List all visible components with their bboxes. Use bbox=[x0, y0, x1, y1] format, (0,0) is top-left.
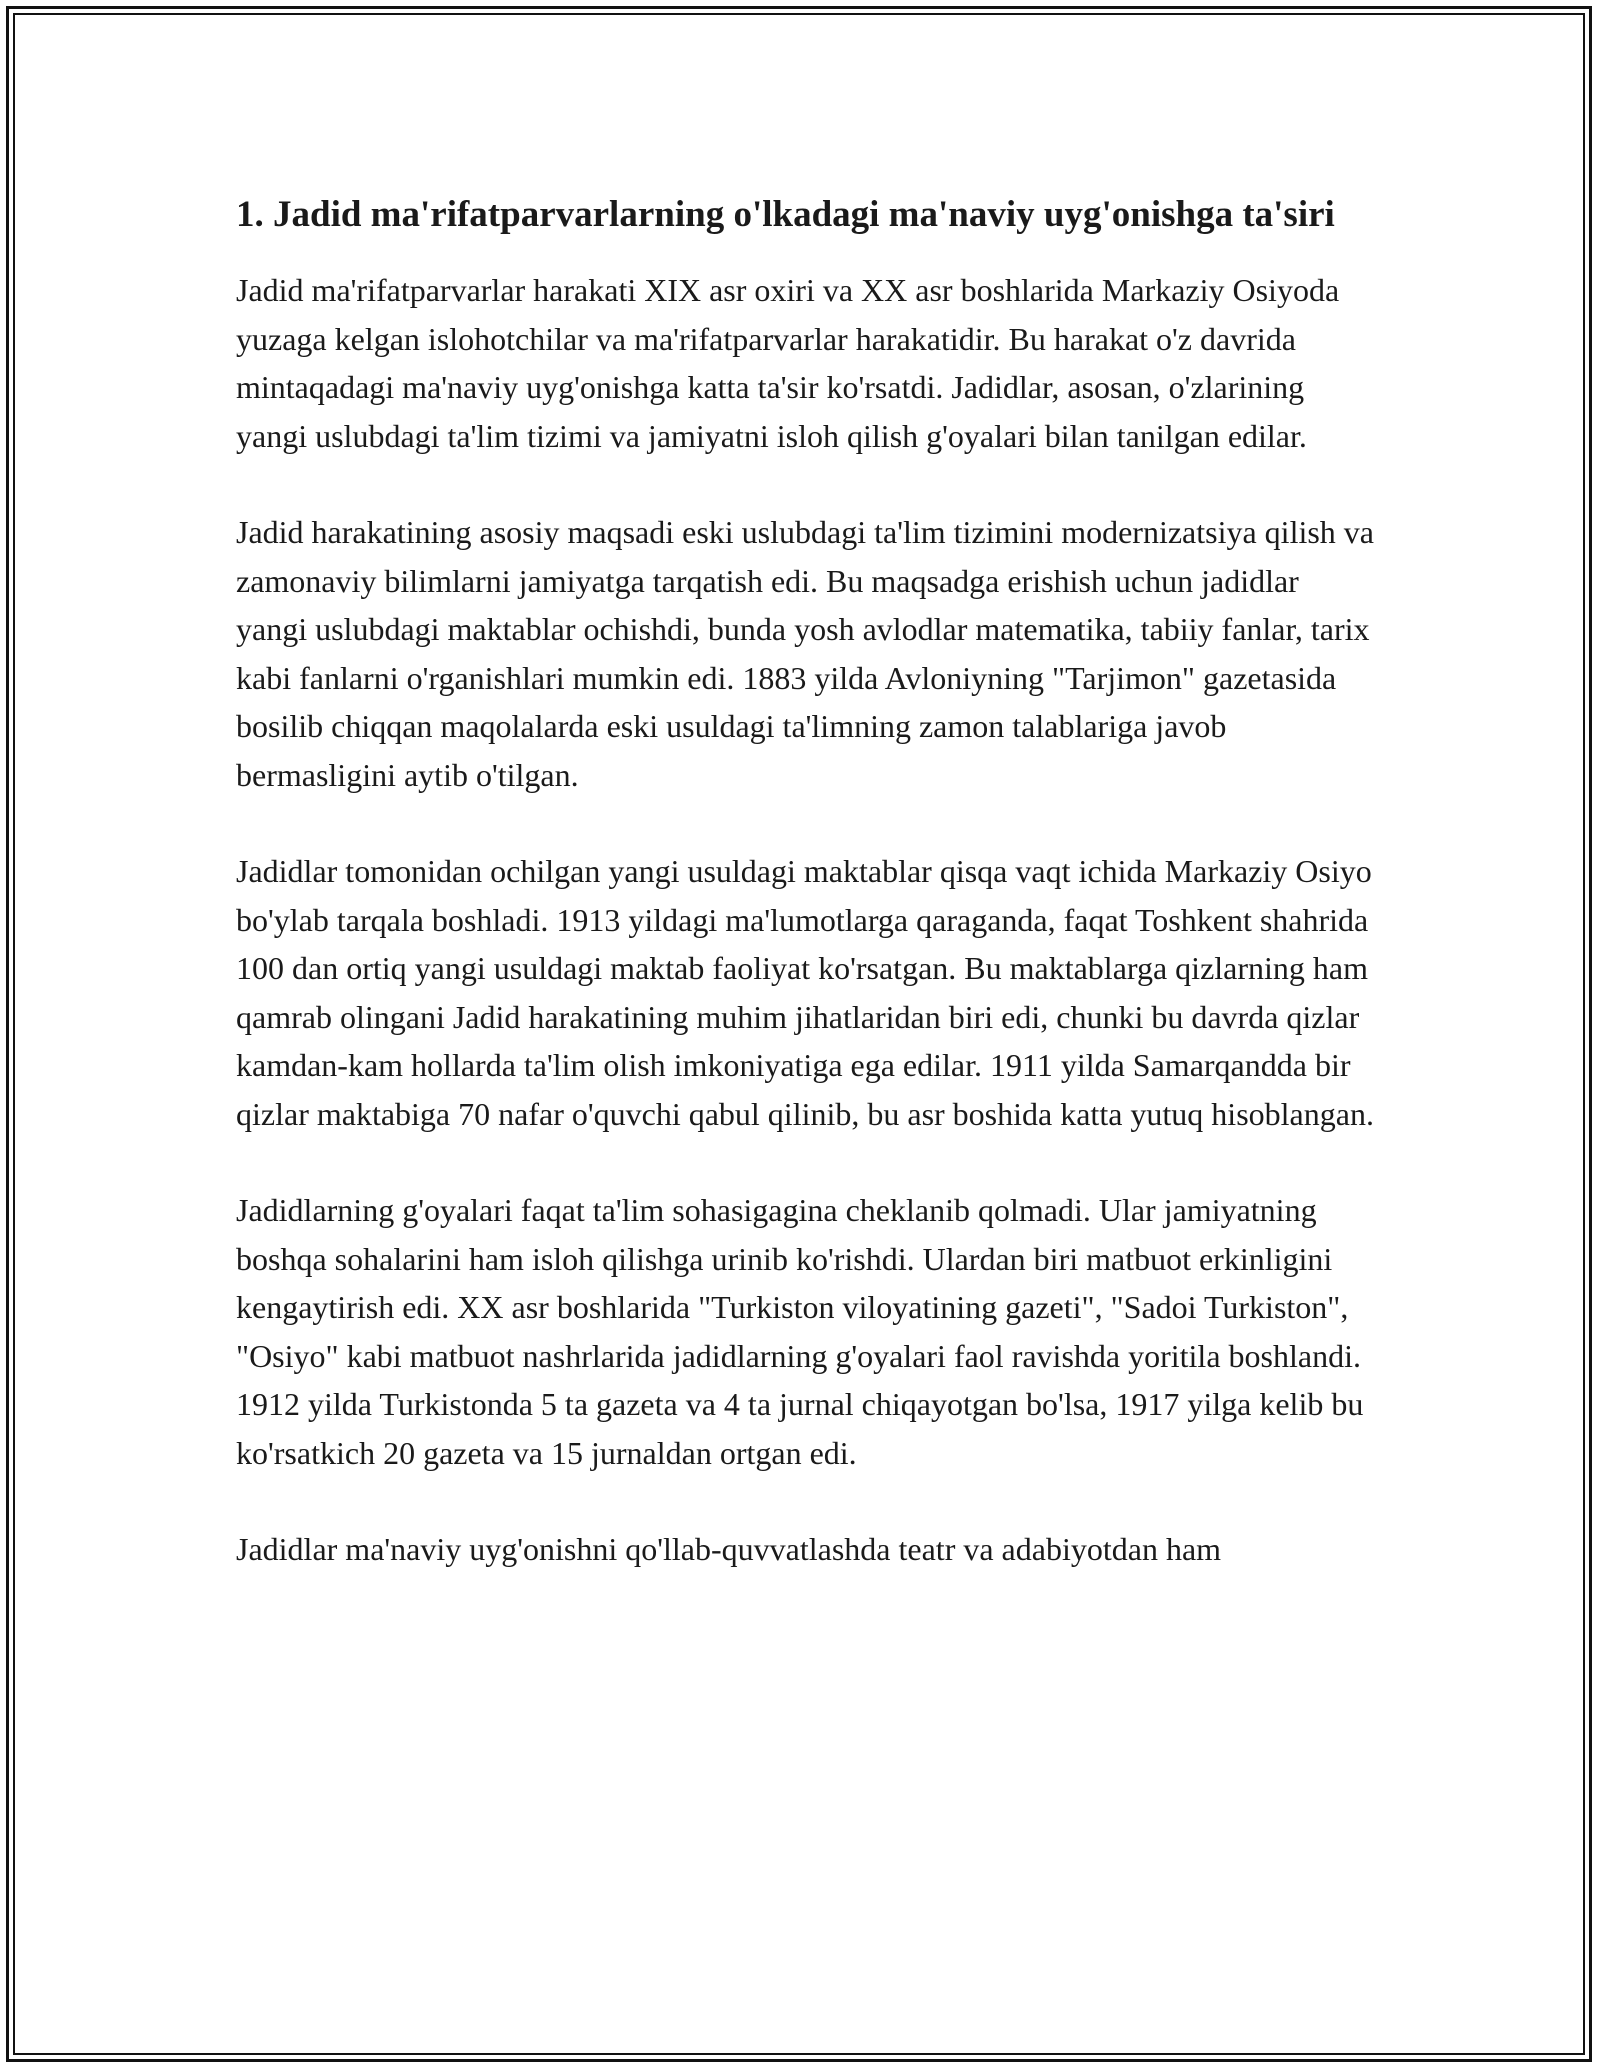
document-body bbox=[236, 188, 1376, 1622]
section-heading: 1. Jadid ma'rifatparvarlarning o'lkadagi ma'naviy uyg'onishga ta'siri bbox=[236, 194, 1335, 235]
paragraph-3: Jadidlar tomonidan ochilgan yangi usuldagi maktablar qisqa vaqt ichida Markaziy Osiyo bo'ylab tarqala boshladi. 1913 yildagi ma'lumotlarga qaraganda, faqat Toshkent shahrida 100 dan ortiq yangi usuldagi maktab faoliyat ko'rsatgan. Bu maktablarga qizlarning ham qamrab olingani Jadid harakatining muhim jihatlaridan biri edi, chunki bu davrda qizlar kamdan-kam hollarda ta'lim olish imkoniyatiga ega edilar. 1911 yilda Samarqandda bir qizlar maktabiga 70 nafar o'quvchi qabul qilinib, bu asr boshida katta yutuq hisoblangan. bbox=[236, 853, 1374, 1132]
paragraph-5: Jadidlar ma'naviy uyg'onishni qo'llab-quvvatlashda teatr va adabiyotdan ham bbox=[236, 1531, 1222, 1567]
paragraph-2: Jadid harakatining asosiy maqsadi eski uslubdagi ta'lim tizimini modernizatsiya qilish va zamonaviy bilimlarni jamiyatga tarqatish edi. Bu maqsadga erishish uchun jadidlar yangi uslubdagi maktablar ochishdi, bunda yosh avlodlar matematika, tabiiy fanlar, tarix kabi fanlarni o'rganishlari mumkin edi. 1883 yilda Avloniyning "Tarjimon" gazetasida bosilib chiqqan maqolalarda eski usuldagi ta'limning zamon talablariga javob bermasligini aytib o'tilgan. bbox=[236, 514, 1374, 793]
paragraph-4: Jadidlarning g'oyalari faqat ta'lim sohasigagina cheklanib qolmadi. Ular jamiyatning boshqa sohalarini ham isloh qilishga urinib ko'rishdi. Ulardan biri matbuot erkinligini kengaytirish edi. XX asr boshlarida "Turkiston viloyatining gazeti", "Sadoi Turkiston", "Osiyo" kabi matbuot nashrlarida jadidlarning g'oyalari faol ravishda yoritila boshlandi. 1912 yilda Turkistonda 5 ta gazeta va 4 ta jurnal chiqayotgan bo'lsa, 1917 yilga kelib bu ko'rsatkich 20 gazeta va 15 jurnaldan ortgan edi. bbox=[236, 1192, 1364, 1471]
paragraph-1: Jadid ma'rifatparvarlar harakati XIX asr oxiri va XX asr boshlarida Markaziy Osiyoda yuzaga kelgan islohotchilar va ma'rifatparvarlar harakatidir. Bu harakat o'z davrida mintaqadagi ma'naviy uyg'onishga katta ta'sir ko'rsatdi. Jadidlar, asosan, o'zlarining yangi uslubdagi ta'lim tizimi va jamiyatni isloh qilish g'oyalari bilan tanilgan edilar. bbox=[236, 272, 1340, 454]
